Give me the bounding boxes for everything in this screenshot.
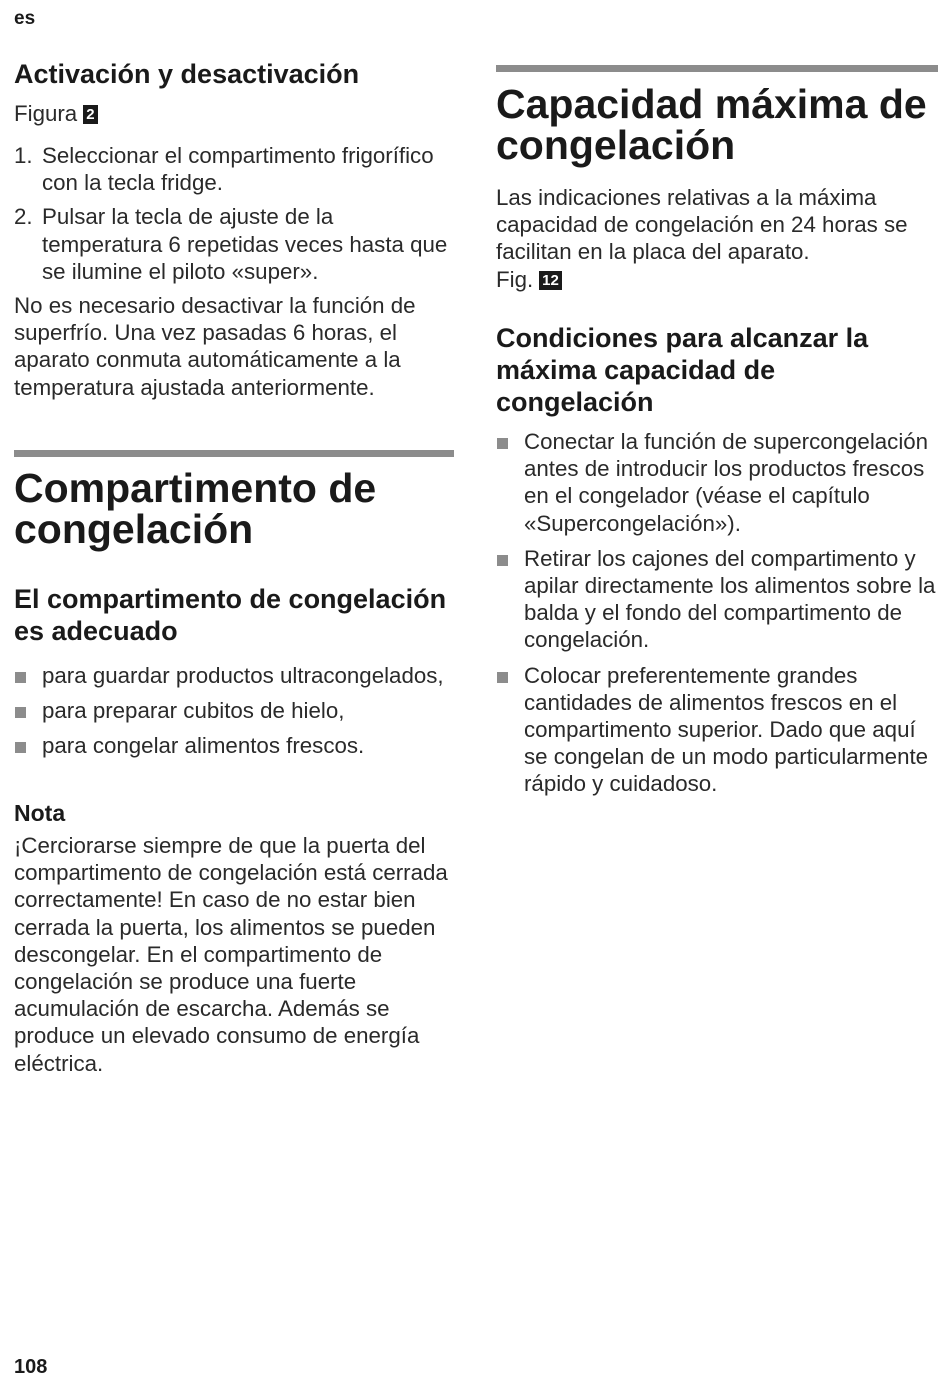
freezer-subtitle: El compartimento de congelación es adecuado bbox=[14, 584, 447, 646]
step-item bbox=[14, 203, 454, 285]
step-number: 2. bbox=[14, 204, 33, 230]
conditions-heading: Condiciones para alcanzar la máxima capacidad de congelación bbox=[496, 323, 869, 417]
figure-reference bbox=[14, 100, 98, 127]
capacity-section-title: Capacidad máxima de congelación bbox=[496, 81, 927, 168]
bullet-square-icon bbox=[497, 672, 508, 683]
section-divider bbox=[496, 65, 938, 72]
figure-number-badge: 2 bbox=[83, 105, 97, 124]
bullet-square-icon bbox=[15, 707, 26, 718]
bullet-square-icon bbox=[15, 672, 26, 683]
list-item-text: para guardar productos ultracongelados, bbox=[42, 663, 444, 688]
freezer-section-title: Compartimento de congelación bbox=[14, 465, 377, 552]
note-paragraph: ¡Cerciorarse siempre de que la puerta del compartimento de congelación está cerrada correctamente! En caso de no estar bien cerrada la puerta, los alimentos se pueden descongelar. En el compartimento de congelación se produce una fuerte acumulación de escarcha. Además se produce un elevado consumo de energía eléctrica. bbox=[14, 833, 448, 1076]
capacity-text: Las indicaciones relativas a la máxima capacidad de congelación en 24 horas se facilitan en la placa del aparato. bbox=[496, 185, 908, 265]
list-item-text: Conectar la función de supercongelación antes de introducir los productos frescos en el congelador (véase el capítulo «Supercongelación»). bbox=[524, 429, 929, 536]
figure-label: Figura bbox=[14, 101, 78, 126]
list-item-text: para congelar alimentos frescos. bbox=[42, 733, 365, 759]
activation-paragraph: No es necesario desactivar la función de superfrío. Una vez pasadas 6 horas, el aparato conmuta automáticamente a la temperatura ajustada anteriormente. bbox=[14, 293, 416, 400]
freezer-uses-list bbox=[14, 662, 454, 768]
list-item-text: Colocar preferentemente grandes cantidades de alimentos frescos en el compartimento superior. Dado que aquí se congelan de un modo particularmente rápido y cuidadoso. bbox=[524, 662, 929, 797]
figure-label: Fig. bbox=[496, 266, 534, 292]
step-text: Pulsar la tecla de ajuste de la temperatura 6 repetidas veces hasta que se ilumine el piloto «super». bbox=[42, 204, 448, 284]
step-text: Seleccionar el compartimento frigorífico con la tecla fridge. bbox=[42, 143, 434, 196]
section-divider bbox=[14, 450, 454, 457]
figure-number-badge: 12 bbox=[539, 271, 562, 290]
list-item bbox=[496, 428, 938, 537]
bullet-square-icon bbox=[15, 742, 26, 753]
list-item-text: para preparar cubitos de hielo, bbox=[42, 698, 345, 724]
list-item bbox=[14, 697, 454, 724]
list-item bbox=[14, 732, 454, 759]
conditions-list bbox=[496, 428, 938, 806]
list-item-text: Retirar los cajones del compartimento y apilar directamente los alimentos sobre la balda y el fondo del compartimento de congelación. bbox=[524, 545, 936, 653]
bullet-square-icon bbox=[497, 555, 508, 566]
activation-heading: Activación y desactivación bbox=[14, 59, 360, 89]
list-item bbox=[496, 545, 938, 654]
activation-steps bbox=[14, 142, 454, 292]
page-number: 108 bbox=[14, 1356, 48, 1378]
note-heading: Nota bbox=[14, 800, 66, 826]
step-number: 1. bbox=[14, 143, 33, 168]
bullet-square-icon bbox=[497, 438, 508, 449]
list-item bbox=[14, 662, 454, 689]
capacity-paragraph bbox=[496, 184, 936, 293]
list-item bbox=[496, 662, 938, 798]
step-item bbox=[14, 142, 454, 196]
language-tag: es bbox=[14, 8, 36, 29]
